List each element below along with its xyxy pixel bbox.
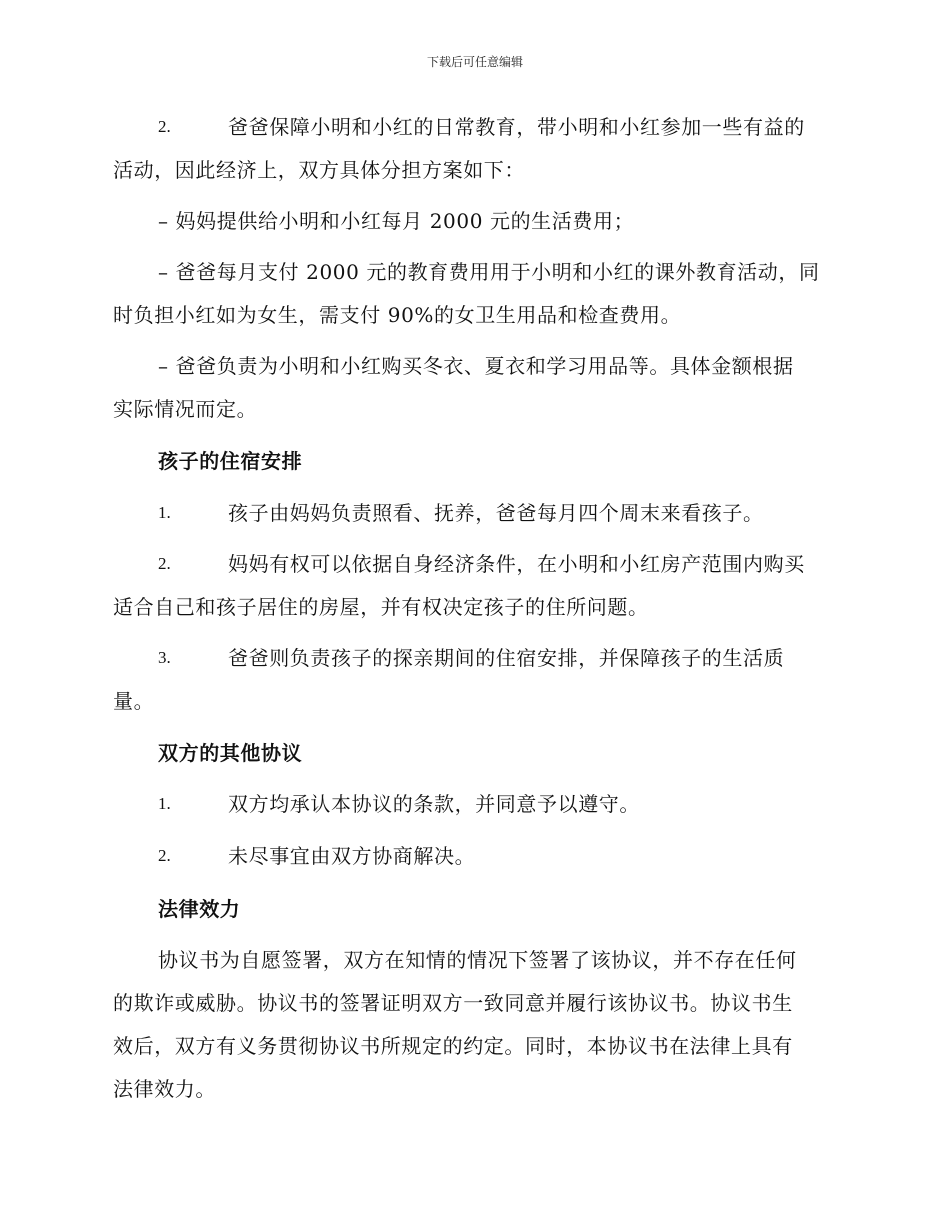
section-heading: 孩子的住宿安排 [158, 449, 303, 473]
paragraph-line: 双方均承认本协议的条款，并同意予以遵守。 [228, 792, 640, 816]
paragraph-line: 爸爸则负责孩子的探亲期间的住宿安排，并保障孩子的生活质 [228, 646, 785, 670]
section-heading: 双方的其他协议 [158, 741, 303, 765]
bullet-item: – 爸爸每月支付 2000 元的教育费用用于小明和小红的课外教育活动，同 [158, 260, 820, 284]
paragraph-line: 孩子由妈妈负责照看、抚养，爸爸每月四个周末来看孩子。 [228, 501, 764, 525]
section-heading: 法律效力 [158, 897, 241, 921]
list-number: 2. [158, 554, 171, 573]
paragraph-line: 的欺诈或威胁。协议书的签署证明双方一致同意并履行该协议书。协议书生 [113, 991, 793, 1015]
paragraph-line: 时负担小红如为女生，需支付 90%的女卫生用品和检查费用。 [113, 303, 682, 327]
paragraph-line: 适合自己和孩子居住的房屋，并有权决定孩子的住所问题。 [113, 595, 649, 619]
paragraph-line: 量。 [113, 689, 155, 713]
paragraph-line: 妈妈有权可以依据自身经济条件，在小明和小红房产范围内购买 [228, 552, 805, 576]
paragraph-line: 活动，因此经济上，双方具体分担方案如下： [113, 158, 525, 182]
paragraph-line: 法律效力。 [113, 1077, 216, 1101]
list-number: 2. [158, 846, 171, 865]
list-number: 2. [158, 117, 171, 136]
list-number: 1. [158, 503, 171, 522]
list-number: 3. [158, 648, 171, 667]
bullet-item: – 爸爸负责为小明和小红购买冬衣、夏衣和学习用品等。具体金额根据 [158, 354, 794, 378]
paragraph-line: 实际情况而定。 [113, 397, 258, 421]
paragraph-line: 效后，双方有义务贯彻协议书所规定的约定。同时，本协议书在法律上具有 [113, 1034, 793, 1058]
paragraph-line: 协议书为自愿签署，双方在知情的情况下签署了该协议，并不存在任何 [158, 948, 797, 972]
paragraph-line: 未尽事宜由双方协商解决。 [228, 844, 476, 868]
page-header: 下载后可任意编辑 [426, 55, 523, 69]
list-number: 1. [158, 794, 171, 813]
paragraph-line: 爸爸保障小明和小红的日常教育，带小明和小红参加一些有益的 [228, 115, 805, 139]
bullet-item: – 妈妈提供给小明和小红每月 2000 元的生活费用； [158, 209, 635, 233]
